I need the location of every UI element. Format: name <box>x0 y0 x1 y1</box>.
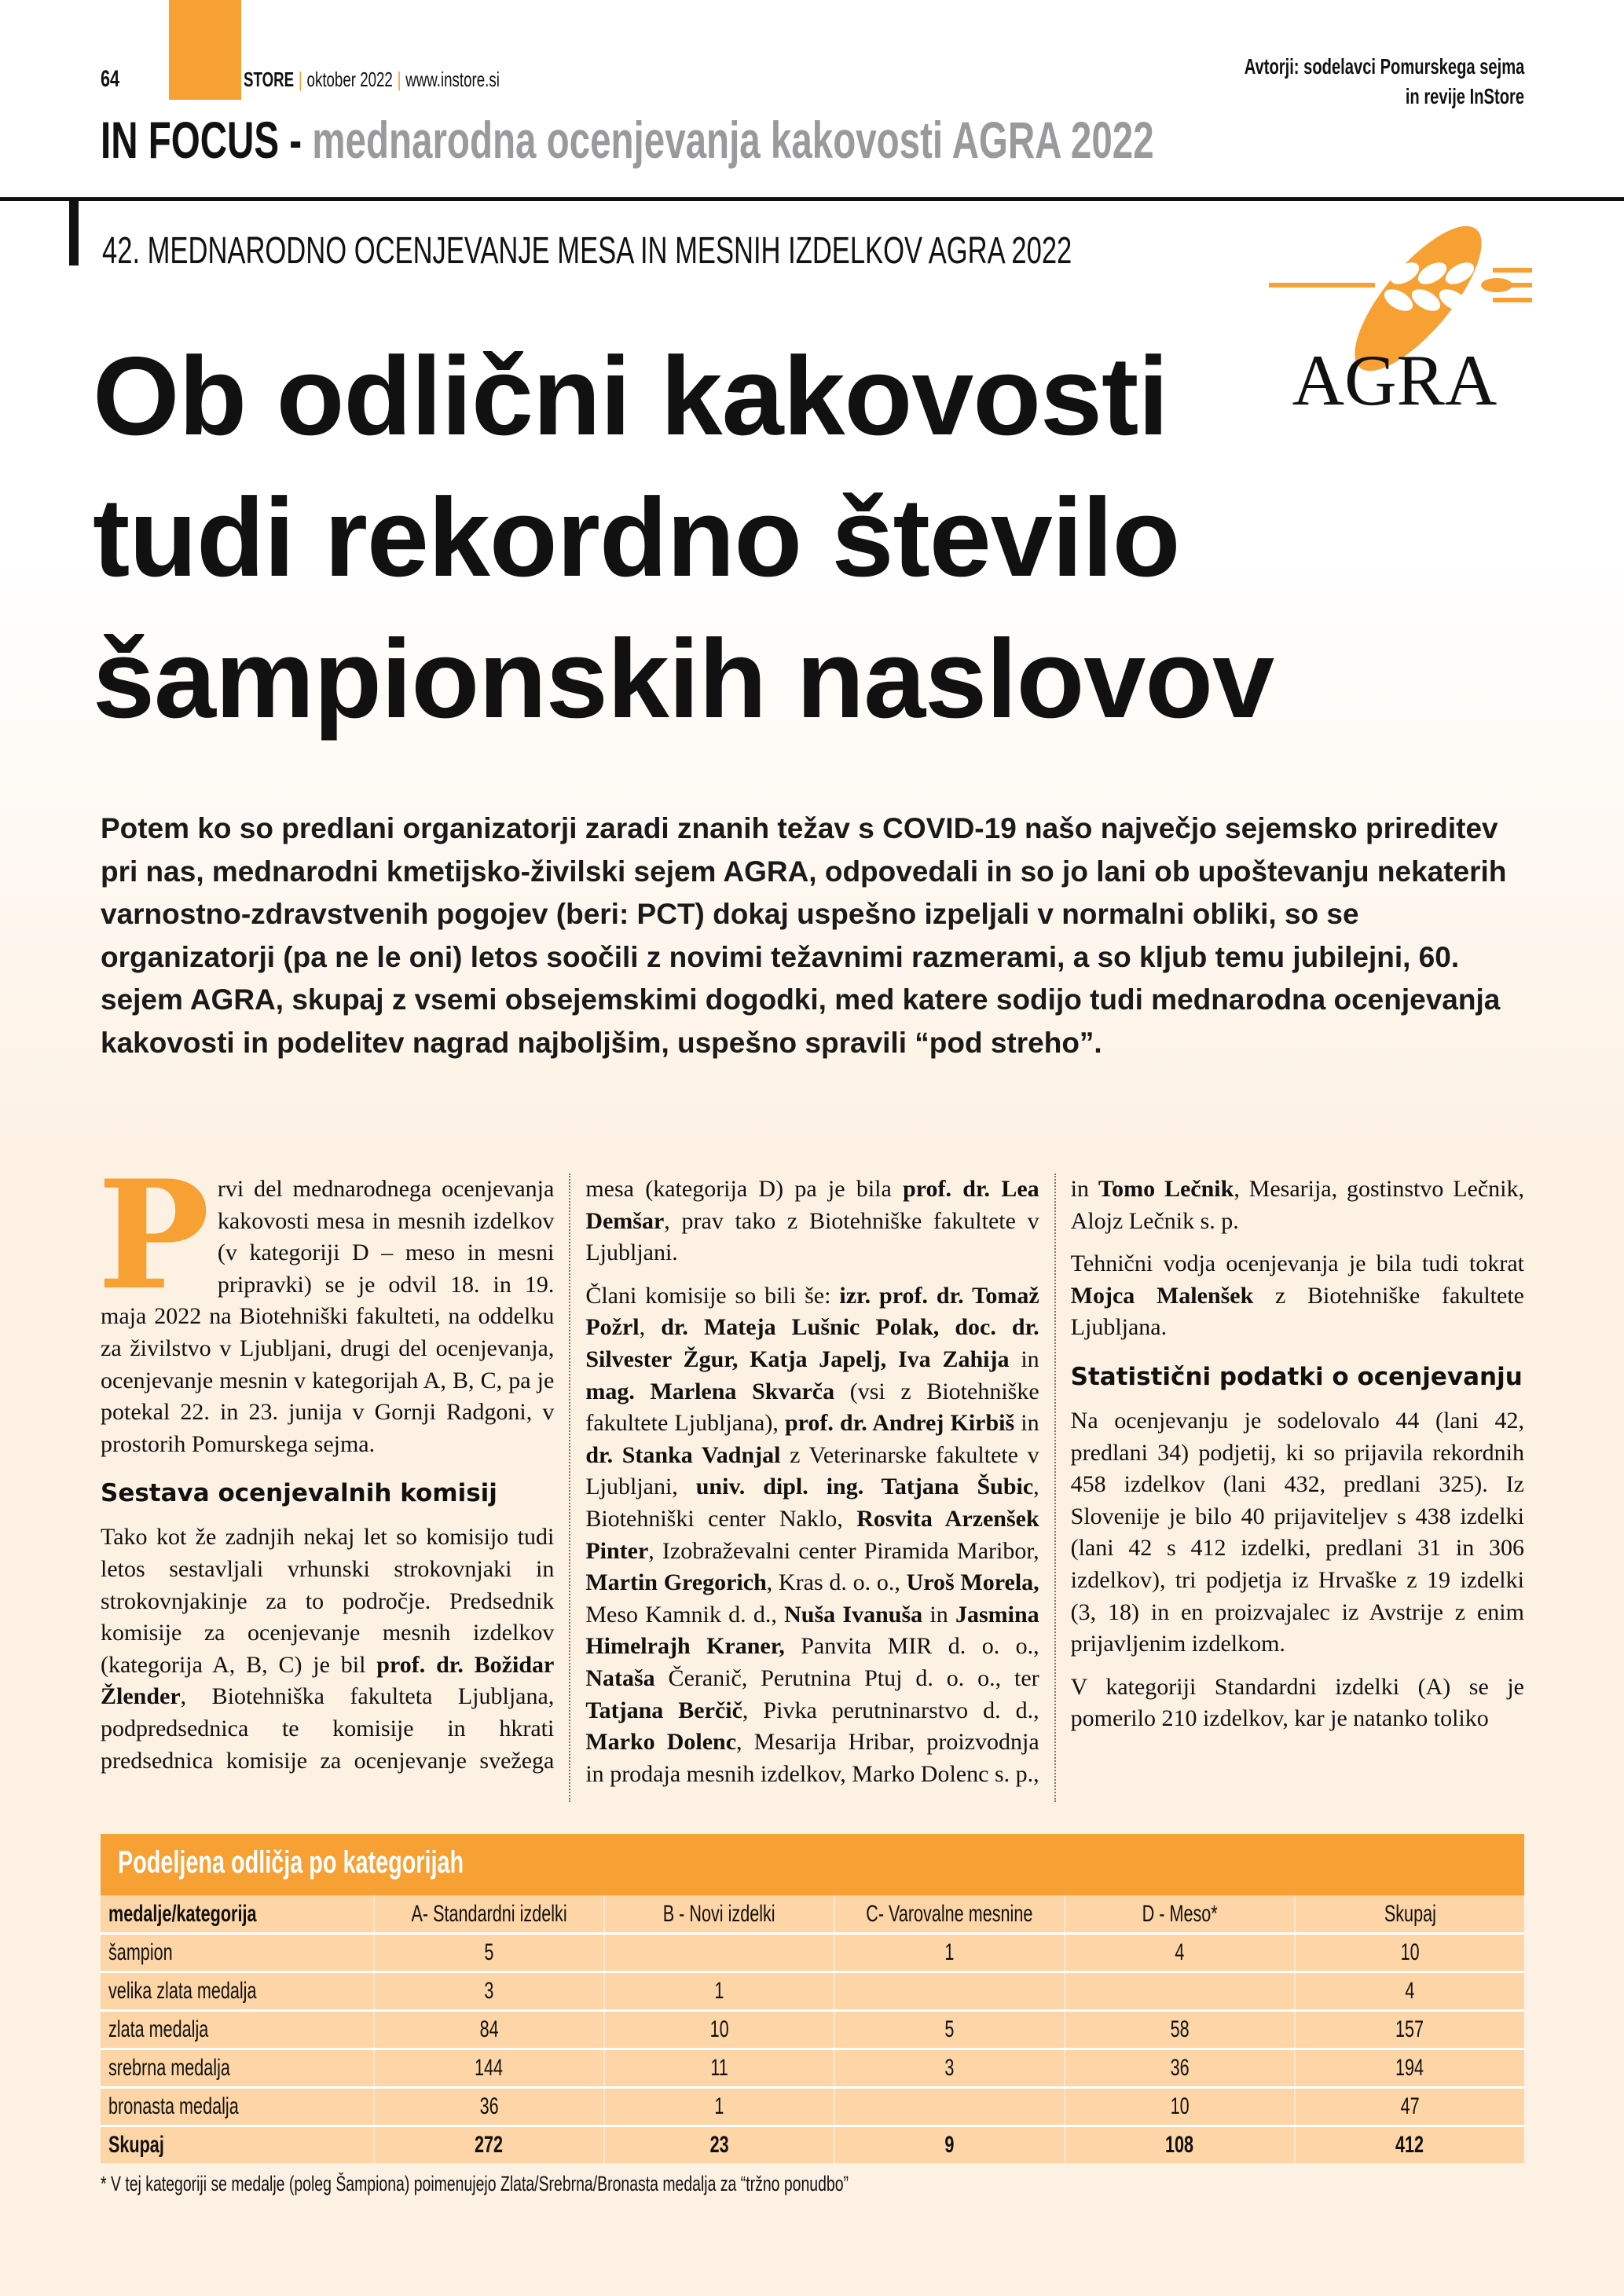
text-run: , Biotehniška fakulteta Ljubljana, podpredsednica te komisije in hkrati predsednica komisije za ocenjevanje svežega mesa (kategorija D) pa je bila <box>101 1176 904 1774</box>
kicker-bar <box>69 201 79 265</box>
table-cell: 4 <box>1064 1935 1294 1971</box>
paragraph <box>1071 1248 1524 1344</box>
article-body <box>97 1148 1524 1802</box>
bold-name: mag. Marlena Skvarča <box>585 1378 835 1404</box>
table-cell: 10 <box>1294 1935 1524 1971</box>
medals-table <box>101 1834 1524 2163</box>
kicker: 42. MEDNARODNO OCENJEVANJE MESA IN MESNIH IZDELKOV AGRA 2022 <box>102 230 1072 272</box>
header-accent-bar <box>169 0 241 100</box>
text-run: in <box>1014 1410 1039 1437</box>
table-cell: 1 <box>603 1973 834 2009</box>
bold-name: Tomo Lečnik <box>1098 1176 1234 1202</box>
row-label: Skupaj <box>108 2132 164 2158</box>
bold-name: Mojca Malenšek <box>1070 1282 1254 1309</box>
row-label: zlata medalja <box>108 2016 209 2042</box>
section-title: IN FOCUS - mednarodna ocenjevanja kakovosti AGRA 2022 <box>101 111 1154 169</box>
lead-paragraph: Potem ko so predlani organizatorji zaradi znanih težav s COVID-19 našo največjo sejemsko prireditev pri nas, mednarodni kmetijsko-živilski sejem AGRA, odpovedali in so jo lani ob upoštevanju nekaterih varnostno-zdravstvenih pogojev (beri: PCT) dokaj uspešno izpeljali v normalni obliki, so se organizatorji (pa ne le oni) letos soočili z novimi težavnimi razmerami, a so kljub temu jubilejni, 60. sejem AGRA, skupaj z vsemi obsejemskimi dogodki, med katere sodijo tudi mednarodna ocenjevanja kakovosti in podelitev nagrad najboljšim, uspešno spravili “pod streho”. <box>101 812 1507 1059</box>
table-cell: 9 <box>834 2127 1064 2163</box>
table-cell: 194 <box>1294 2050 1524 2086</box>
text-run: , Biotehniški center Naklo, <box>585 1474 1039 1532</box>
text-run: Na ocenjevanju je sodelovalo 44 (lani 42, predlani 34) podjetij, ki so prijavila rekordnih 458 izdelkov (lani 432, predlani 325). Iz Slovenije je bilo 40 prijaviteljev s 438 izdelki (lani 42 s 412 izdelki, predlani 31 in 306 izdelkov), tri podjetja iz Hrvaške z 19 izdelki (3, 18) in en proizvajalec iz Avstrije z enim prijavljenim izdelkom. <box>1070 1407 1524 1657</box>
row-label: šampion <box>108 1939 173 1965</box>
table-cell: 1 <box>603 2089 834 2125</box>
text-run: in <box>922 1601 955 1628</box>
table-cell <box>834 2089 1064 2125</box>
table-cell: 272 <box>373 2127 603 2163</box>
text-run: , Pivka perutninarstvo d. d., <box>742 1697 1039 1723</box>
table-cell: 144 <box>373 2050 603 2086</box>
table-cell: 10 <box>1064 2089 1294 2125</box>
table-cell: 10 <box>603 2012 834 2048</box>
text-run: Panvita MIR d. o. o., <box>784 1633 1039 1660</box>
table-row <box>101 2009 1524 2048</box>
row-label: velika zlata medalja <box>108 1978 257 2004</box>
bold-name: prof. dr. Lea Demšar <box>585 1176 1039 1234</box>
text-run: V kategoriji Standardni izdelki (A) se je pomerilo 210 izdelkov, kar je natanko toliko <box>1070 1673 1524 1732</box>
table-cell: 84 <box>373 2012 603 2048</box>
text-run: , Kras d. o. o., <box>766 1569 907 1596</box>
text-run: , Mesarija, gostinstvo Lečnik, Alojz Lečnik s. p. <box>1070 1176 1524 1234</box>
table-cell: 23 <box>603 2127 834 2163</box>
table-cell: D - Meso* <box>1064 1895 1294 1932</box>
table-cell: C- Varovalne mesnine <box>834 1895 1064 1932</box>
table-cell: Skupaj <box>1294 1895 1524 1932</box>
bold-name: izr. prof. dr. Tomaž Požrl <box>585 1282 1039 1341</box>
text-run: Člani komisije so bili še: <box>585 1282 840 1309</box>
bold-name: dr. Stanka Vadnjal <box>585 1441 781 1468</box>
table-cell: 108 <box>1064 2127 1294 2163</box>
table-row <box>101 2086 1524 2125</box>
issue-date: oktober 2022 <box>306 68 393 91</box>
text-run: Meso Kamnik d. d., <box>585 1601 785 1628</box>
table-row <box>101 2048 1524 2086</box>
table-header-row <box>101 1895 1524 1932</box>
bold-name: univ. dipl. ing. Tatjana Šubic <box>695 1474 1034 1500</box>
authors: Avtorji: sodelavci Pomurskega sejma in revije InStore <box>1244 54 1524 108</box>
text-run: Statistični podatki o ocenjevanju <box>1070 1362 1523 1391</box>
text-run: (vsi z Biotehniške fakultete Ljubljana), <box>585 1378 1039 1437</box>
table-footnote: * V tej kategoriji se medalje (poleg Šampiona) poimenujejo Zlata/Srebrna/Bronasta medalja za “tržno ponudbo” <box>101 2172 849 2195</box>
section-topic: mednarodna ocenjevanja kakovosti AGRA 2022 <box>312 111 1154 169</box>
subheading <box>101 1478 554 1509</box>
bold-name: dr. Mateja Lušnic Polak, doc. dr. Silvester Žgur, Katja Japelj, Iva Zahija <box>585 1314 1039 1372</box>
row-label: srebrna medalja <box>108 2055 230 2081</box>
bold-name: Martin Gregorich <box>585 1569 767 1596</box>
text-run: in <box>1009 1346 1039 1372</box>
paragraph <box>97 1148 555 1460</box>
text-run: , <box>639 1314 662 1341</box>
text-run: z Biotehniške fakultete Ljubljana. <box>1070 1282 1524 1341</box>
table-cell: 36 <box>1064 2050 1294 2086</box>
table-cell: 3 <box>373 1973 603 2009</box>
table-cell: 3 <box>834 2050 1064 2086</box>
headline: Ob odlični kakovosti tudi rekordno število šampionskih naslovov <box>93 334 1274 742</box>
table-row <box>101 1932 1524 1971</box>
bold-name: prof. dr. Andrej Kirbiš <box>784 1410 1015 1437</box>
table-cell: 1 <box>834 1935 1064 1971</box>
bold-name: Jasmina Himelrajh Kraner, <box>585 1601 1039 1660</box>
bold-name: Nataša <box>585 1664 655 1691</box>
table-cell <box>834 1973 1064 2009</box>
text-run: rvi del mednarodnega ocenjevanja kakovosti mesa in mesnih izdelkov (v kategoriji D – meso in mesni pripravki) se je odvil 18. in 19. maja 2022 na Biotehniški fakulteti, na oddelku za živilstvo v Ljubljani, drugi del ocenjevanja, ocenjevanje mesnin v kategorijah A, B, C, pa je potekal 22. in 23. junija v Gornji Radgoni, v prostorih Pomurskega sejma. <box>101 1176 555 1457</box>
text-run: Tehnični vodja ocenjevanja je bila tudi tokrat <box>1070 1251 1524 1277</box>
publication-info: STORE | oktober 2022 | www.instore.si <box>244 68 500 91</box>
table-cell: A- Standardni izdelki <box>373 1895 603 1932</box>
header-divider <box>0 197 1624 201</box>
table-cell: 36 <box>373 2089 603 2125</box>
section-label: IN FOCUS <box>101 111 280 169</box>
table-title: Podeljena odličja po kategorijah <box>101 1834 1524 1895</box>
text-run: z Veterinarske fakultete v Ljubljani, <box>585 1441 1039 1500</box>
table-cell: B - Novi izdelki <box>603 1895 834 1932</box>
paragraph <box>1071 1672 1524 1735</box>
table-cell: 4 <box>1294 1973 1524 2009</box>
bold-name: Marko Dolenc <box>585 1729 737 1756</box>
drop-cap: P <box>97 1148 210 1323</box>
table-total-row <box>101 2125 1524 2163</box>
table-cell: 412 <box>1294 2127 1524 2163</box>
text-run: Tako kot že zadnjih nekaj let so komisijo tudi letos sestavljali vrhunski strokovnjaki in strokovnjakinje za to področje. Predsednik komisije za ocenjevanje mesnih izdelkov (kategorija A, B, C) je bil <box>101 1524 555 1678</box>
table-cell: 11 <box>603 2050 834 2086</box>
text-run: Čeranič, Perutnina Ptuj d. o. o., ter <box>654 1664 1039 1691</box>
text-run: , prav tako z Biotehniške fakultete v Ljubljani. <box>585 1207 1039 1266</box>
bold-name: Nuša Ivanuša <box>784 1601 923 1628</box>
table-row <box>101 1971 1524 2009</box>
bold-name: prof. dr. Božidar Žlender <box>101 1651 555 1710</box>
table-cell: 58 <box>1064 2012 1294 2048</box>
text-run: Sestava ocenjevalnih komisij <box>101 1479 497 1508</box>
table-cell: 5 <box>834 2012 1064 2048</box>
table-cell: 157 <box>1294 2012 1524 2048</box>
bold-name: Tatjana Berčič <box>585 1697 742 1723</box>
website-link[interactable]: www.instore.si <box>405 68 500 91</box>
logo-text: AGRA <box>1292 340 1498 420</box>
table-cell <box>603 1935 834 1971</box>
row-label: bronasta medalja <box>108 2093 239 2119</box>
row-label: medalje/kategorija <box>108 1900 257 1927</box>
bold-name: Rosvita Arzenšek Pinter <box>585 1505 1039 1564</box>
table-cell <box>1064 1973 1294 2009</box>
text-run: , Mesarija Hribar, proizvodnja in prodaja mesnih izdelkov, Marko Dolenc s. p., in <box>585 1176 1098 1787</box>
text-run: , Izobraževalni center Piramida Maribor, <box>648 1537 1039 1564</box>
publication-name: STORE <box>244 68 295 91</box>
bold-name: Uroš Morela, <box>906 1569 1039 1596</box>
subheading <box>1071 1361 1524 1393</box>
paragraph <box>1071 1405 1524 1661</box>
table-cell: 5 <box>373 1935 603 1971</box>
table-cell: 47 <box>1294 2089 1524 2125</box>
page-number: 64 <box>101 66 120 92</box>
